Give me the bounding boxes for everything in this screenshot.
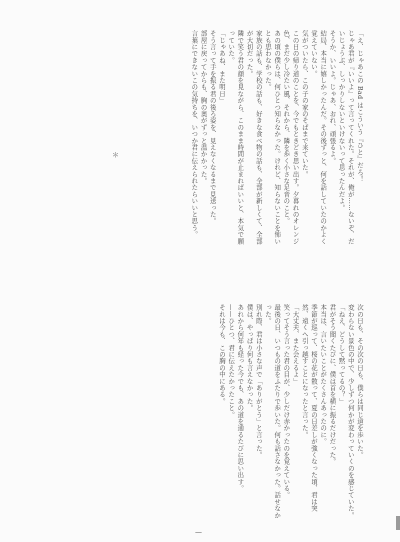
page-marker: — xyxy=(195,528,202,536)
upper-text-block: 「え、じゃあこの Bad はこういう『ひと』だろ！ じゃあ君が『いいよ』って言ってくれた。それが、俺が……ないぞ、だいじょうぶ、しっかりしないといけないって思ったんだよ。 そうか、いいよ。じゃあ、おれ、頑張るよ。 結局、本当に嬉しかったんだ。その後ずっと、何を話していたのかよく覚えていない。 気がついたら、この子の家のそばまで来ていた。 この日の帰り道のことを、今でもときどき思い出す。夕暮れのオレンジ色、まだ少し冷たい風、それから、隣を歩く小さな足音のこと。 あの頃の僕らは、何ひとつ知らなかった。けれど、知らないことを怖いとも思わなかった。 家族の話も、学校の話も、好きな食べ物の話も、全部が新しくて、全部が大切だった。 隣で笑う君の顔を見ながら、このまま時間が止まればいいと、本気で願っていた。 「じゃあね、また明日」 そう言って手を振る君の後ろ姿を、見えなくなるまで見送った。 部屋に戻ってからも、胸の奥がずっと温かかった。 言葉にできないこの気持ちを、いつか君に伝えられたらいいと思う。 xyxy=(190,30,364,245)
section-marker: ＊ xyxy=(112,151,119,159)
lower-text-block: 次の日も、その次の日も、僕らは同じ道を歩いた。 変わらない景色の中で、少しずつ何かが変わっていくのを感じていた。 「ねえ、どうして黙ってるの？」 君がそう聞くたびに、僕は首を横に振るだけだった。 本当は、言いたいことがたくさんあったのに。 季節が巡って、桜の花が散って、夏の日差しが強くなった頃、君は突然、遠くへ引っ越すことになったと言った。 「大丈夫、また会えるよ」 笑ってそう言った君の目が、少しだけ赤かったのを覚えている。 最後の日、いつもの道をふたりで歩いた。何も話さなかった。話せなかった。 別れ際、君は小さな声で「ありがとう」と言った。 僕は、やっぱり何も言えなかった。 あれから何年も経った今でも、あの道を通るたびに思い出す。 ——ひとつ、君に伝えたかったこと。 それは今も、この胸の中にある。 xyxy=(217,304,364,519)
edge-tab xyxy=(396,516,400,530)
